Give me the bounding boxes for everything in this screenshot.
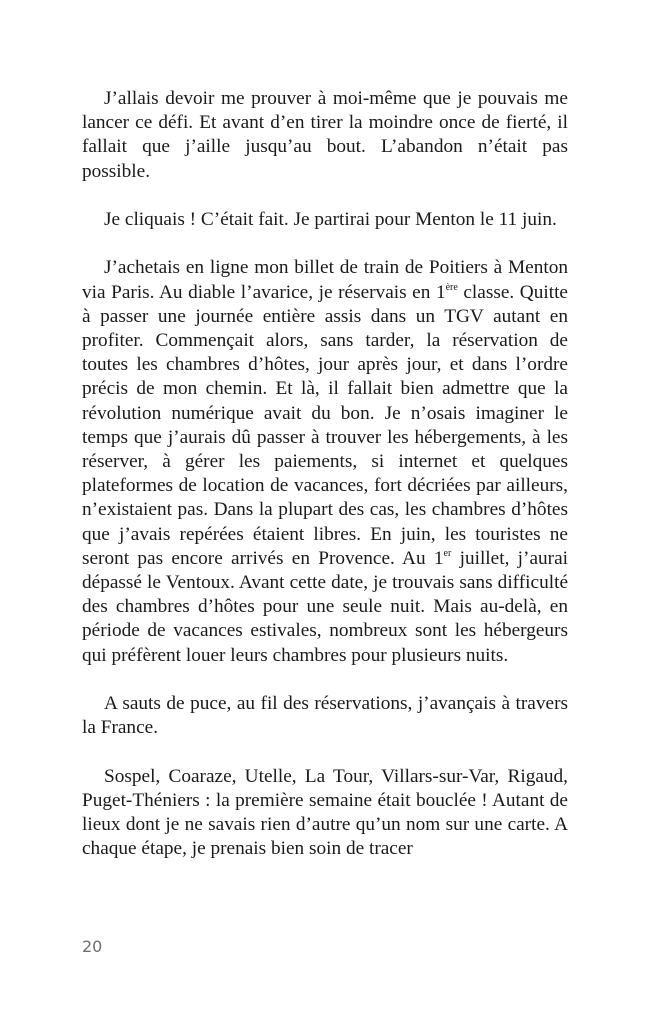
superscript-er: er [443, 547, 452, 559]
paragraph-text-part: classe. Quitte à passer une journée entière assis dans un TGV autant en profiter. Commençait alors, sans tarder, la réservation de toutes les chambres d’hôtes, jour après jour, et dans l’ordre précis de mon chemin. Et là, il fallait bien admettre que la révolution numérique avait du bon. Je n’osais imaginer le temps que j’aurais dû passer à trouver les hébergements, à les réserver, à gérer les paiements, si internet et quelques plateformes de location de vacances, fort décriées par ailleurs, n’existaient pas. Dans la plupart des cas, les chambres d’hôtes que j’avais repérées étaient libres. En juin, les touristes ne seront pas encore arrivés en Provence. Au 1 [82, 281, 568, 569]
paragraph-challenge [82, 87, 568, 184]
page-number: 20 [82, 937, 103, 956]
paragraph-departure [82, 208, 568, 232]
body-text [82, 87, 568, 861]
paragraph-text: A sauts de puce, au fil des réservations, j’avançais à travers la France. [82, 693, 568, 739]
paragraph-progress [82, 692, 568, 740]
paragraph-text-part: juillet, j’aurai dépassé le Ventoux. Avant cette date, je trouvais sans difficulté des chambres d’hôtes pour une seule nuit. Mais au-delà, en période de vacances estivales, nombreux sont les hébergeurs qui préfèrent louer leurs chambres pour plusieurs nuits. [82, 547, 568, 666]
paragraph-reservations [82, 256, 568, 667]
paragraph-places [82, 765, 568, 862]
paragraph-text: Je cliquais ! C’était fait. Je partirai pour Menton le 11 juin. [104, 209, 557, 230]
paragraph-text: Sospel, Coaraze, Utelle, La Tour, Villars-sur-Var, Rigaud, Puget-Théniers : la première semaine était bouclée ! Autant de lieux dont je ne savais rien d’autre qu’un nom sur une carte. A chaque étape, je prenais bien soin de tracer [82, 765, 568, 860]
paragraph-text-part: J’achetais en ligne mon billet de train de Poitiers à Menton via Paris. Au diable l’avarice, je réservais en 1 [82, 257, 568, 303]
paragraph-text: J’allais devoir me prouver à moi-même que je pouvais me lancer ce défi. Et avant d’en tirer la moindre once de fierté, il fallait que j’aille jusqu’au bout. L’abandon n’était pas possible. [82, 88, 568, 182]
superscript-ere: ère [445, 281, 458, 293]
